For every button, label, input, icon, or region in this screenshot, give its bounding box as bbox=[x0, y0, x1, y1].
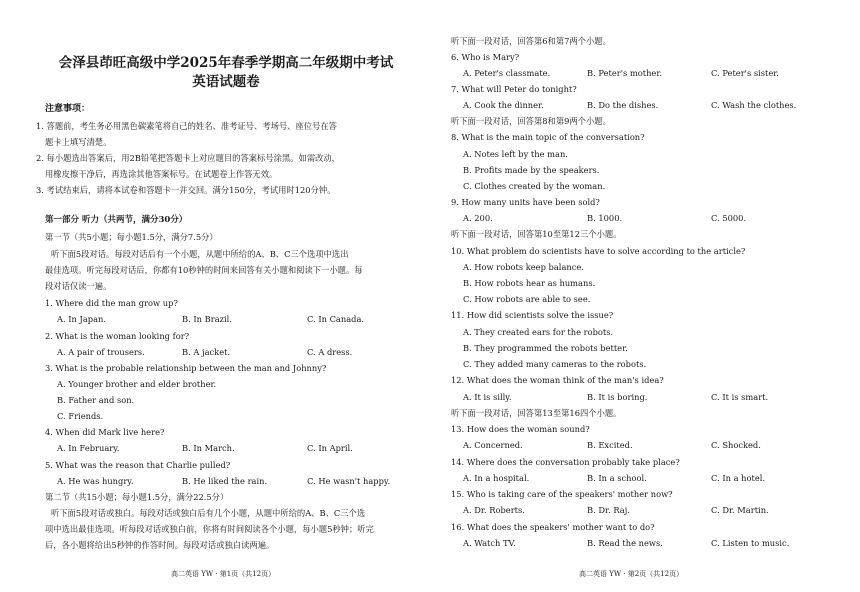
listening-prompt: 听下面一段对话，回答第13至第16四个小题。 bbox=[451, 408, 622, 418]
option-c: C. In Canada. bbox=[307, 314, 365, 324]
question-stem: 5. What was the reason that Charlie pulled? bbox=[45, 460, 231, 470]
question-stem: 2. What is the woman looking for? bbox=[45, 331, 190, 341]
option-a: A. Cook the dinner. bbox=[463, 100, 544, 110]
listening-prompt: 听下面一段对话，回答第10至第12三个小题。 bbox=[451, 229, 622, 239]
notice-heading: 注意事项： bbox=[45, 104, 91, 114]
question-stem: 1. Where did the man grow up? bbox=[45, 298, 178, 308]
option-b: B. He liked the rain. bbox=[182, 476, 268, 486]
option-a: A. How robots keep balance. bbox=[463, 262, 584, 272]
question-stem: 6. Who is Mary? bbox=[451, 52, 520, 62]
section2-heading: 第二节（共15小题；每小题1.5分，满分22.5分） bbox=[45, 492, 229, 502]
option-a: A. They created ears for the robots. bbox=[463, 327, 614, 337]
option-b: B. In Brazil. bbox=[182, 314, 232, 324]
section1-heading: 第一节（共5小题；每小题1.5分，满分7.5分） bbox=[45, 232, 218, 242]
option-a: A. It is silly. bbox=[463, 392, 512, 402]
option-b: B. Father and son. bbox=[57, 395, 135, 405]
option-a: A. In Japan. bbox=[57, 314, 107, 324]
option-b: B. In a school. bbox=[587, 473, 647, 483]
listening-prompt: 听下面一段对话，回答第6和第7两个小题。 bbox=[451, 36, 611, 46]
option-b: B. In March. bbox=[182, 443, 235, 453]
option-c: C. A dress. bbox=[307, 347, 353, 357]
option-c: C. Peter's sister. bbox=[711, 68, 779, 78]
section2-instruction: 后，各小题将给出5秒钟的作答时间。每段对话或独白读两遍。 bbox=[45, 540, 275, 550]
section1-instruction: 段对话仅读一遍。 bbox=[45, 281, 112, 291]
option-a: A. Concerned. bbox=[463, 440, 523, 450]
option-a: A. A pair of trousers. bbox=[57, 347, 145, 357]
question-stem: 3. What is the probable relationship between the man and Johnny? bbox=[45, 363, 327, 373]
option-b: B. A jacket. bbox=[182, 347, 231, 357]
page-footer: 高二英语 YW · 第2页（共12页） bbox=[579, 570, 684, 578]
option-a: A. He was hungry. bbox=[57, 476, 134, 486]
option-a: A. In February. bbox=[57, 443, 120, 453]
option-c: C. They added many cameras to the robots. bbox=[463, 359, 647, 369]
option-c: C. Shocked. bbox=[711, 440, 761, 450]
notice-line: 1. 答题前，考生务必用黑色碳素笔将自己的姓名、准考证号、考场号、座位号在答 bbox=[36, 121, 337, 131]
exam-title: 会泽县茚旺高级中学2025年春季学期高二年级期中考试 bbox=[58, 55, 394, 71]
option-c: C. It is smart. bbox=[711, 392, 769, 402]
option-a: A. In a hospital. bbox=[463, 473, 530, 483]
option-c: C. Dr. Martin. bbox=[711, 505, 769, 515]
notice-line: 用橡皮擦干净后，再选涂其他答案标号。在试题卷上作答无效。 bbox=[45, 169, 278, 179]
option-c: C. How robots are able to see. bbox=[463, 294, 591, 304]
option-b: B. It is boring. bbox=[587, 392, 648, 402]
option-b: B. Excited. bbox=[587, 440, 633, 450]
option-b: B. Profits made by the speakers. bbox=[463, 165, 600, 175]
question-stem: 15. Who is taking care of the speakers' mother now? bbox=[451, 489, 673, 499]
notice-line: 题卡上填写清楚。 bbox=[45, 137, 112, 147]
notice-line: 3. 考试结束后，请将本试卷和答题卡一并交回。满分150分，考试用时120分钟。 bbox=[36, 185, 336, 195]
question-stem: 11. How did scientists solve the issue? bbox=[451, 310, 614, 320]
option-a: A. 200. bbox=[463, 213, 493, 223]
option-c: C. Wash the clothes. bbox=[711, 100, 797, 110]
option-b: B. 1000. bbox=[587, 213, 623, 223]
option-c: C. In a hotel. bbox=[711, 473, 766, 483]
option-c: C. He wasn't happy. bbox=[307, 476, 391, 486]
option-a: A. Notes left by the man. bbox=[463, 149, 568, 159]
section1-instruction: 最佳选项。听完每段对话后，你都有10秒钟的时间来回答有关小题和阅读下一小题。每 bbox=[45, 265, 363, 275]
notice-line: 2. 每小题选出答案后，用2B铅笔把答题卡上对应题目的答案标号涂黑。如需改动， bbox=[36, 153, 341, 163]
option-a: A. Younger brother and elder brother. bbox=[57, 379, 217, 389]
question-stem: 10. What problem do scientists have to solve according to the article? bbox=[451, 246, 746, 256]
option-b: B. Peter's mother. bbox=[587, 68, 663, 78]
option-c: C. Clothes created by the woman. bbox=[463, 181, 606, 191]
part1-heading: 第一部分 听力（共两节，满分30分） bbox=[45, 215, 188, 225]
option-c: C. Listen to music. bbox=[711, 538, 790, 548]
option-b: B. How robots hear as humans. bbox=[463, 278, 596, 288]
option-b: B. They programmed the robots better. bbox=[463, 343, 628, 353]
page-footer: 高二英语 YW · 第1页（共12页） bbox=[171, 570, 276, 578]
question-stem: 16. What does the speakers' mother want to do? bbox=[451, 522, 655, 532]
section2-instruction: 听下面5段对话或独白。每段对话或独白后有几个小题，从题中所给的A、B、C三个选 bbox=[51, 508, 366, 518]
question-stem: 4. When did Mark live here? bbox=[45, 427, 165, 437]
question-stem: 12. What does the woman think of the man's idea? bbox=[451, 375, 664, 385]
question-stem: 7. What will Peter do tonight? bbox=[451, 84, 577, 94]
option-b: B. Dr. Raj. bbox=[587, 505, 630, 515]
option-a: A. Dr. Roberts. bbox=[463, 505, 525, 515]
option-c: C. 5000. bbox=[711, 213, 747, 223]
option-c: C. In April. bbox=[307, 443, 353, 453]
option-a: A. Watch TV. bbox=[463, 538, 516, 548]
option-b: B. Read the news. bbox=[587, 538, 663, 548]
listening-prompt: 听下面一段对话，回答第8和第9两个小题。 bbox=[451, 116, 611, 126]
question-stem: 8. What is the main topic of the conversation? bbox=[451, 132, 645, 142]
section1-instruction: 听下面5段对话。每段对话后有一个小题，从题中所给的A、B、C三个选项中选出 bbox=[51, 249, 349, 259]
section2-instruction: 项中选出最佳选项。听每段对话或独白前，你将有时间阅读各个小题，每小题5秒钟；听完 bbox=[45, 524, 374, 534]
option-c: C. Friends. bbox=[57, 411, 104, 421]
option-a: A. Peter's classmate. bbox=[463, 68, 551, 78]
exam-subtitle: 英语试题卷 bbox=[192, 74, 260, 90]
question-stem: 14. Where does the conversation probably take place? bbox=[451, 457, 680, 467]
option-b: B. Do the dishes. bbox=[587, 100, 659, 110]
question-stem: 13. How does the woman sound? bbox=[451, 424, 590, 434]
question-stem: 9. How many units have been sold? bbox=[451, 197, 600, 207]
